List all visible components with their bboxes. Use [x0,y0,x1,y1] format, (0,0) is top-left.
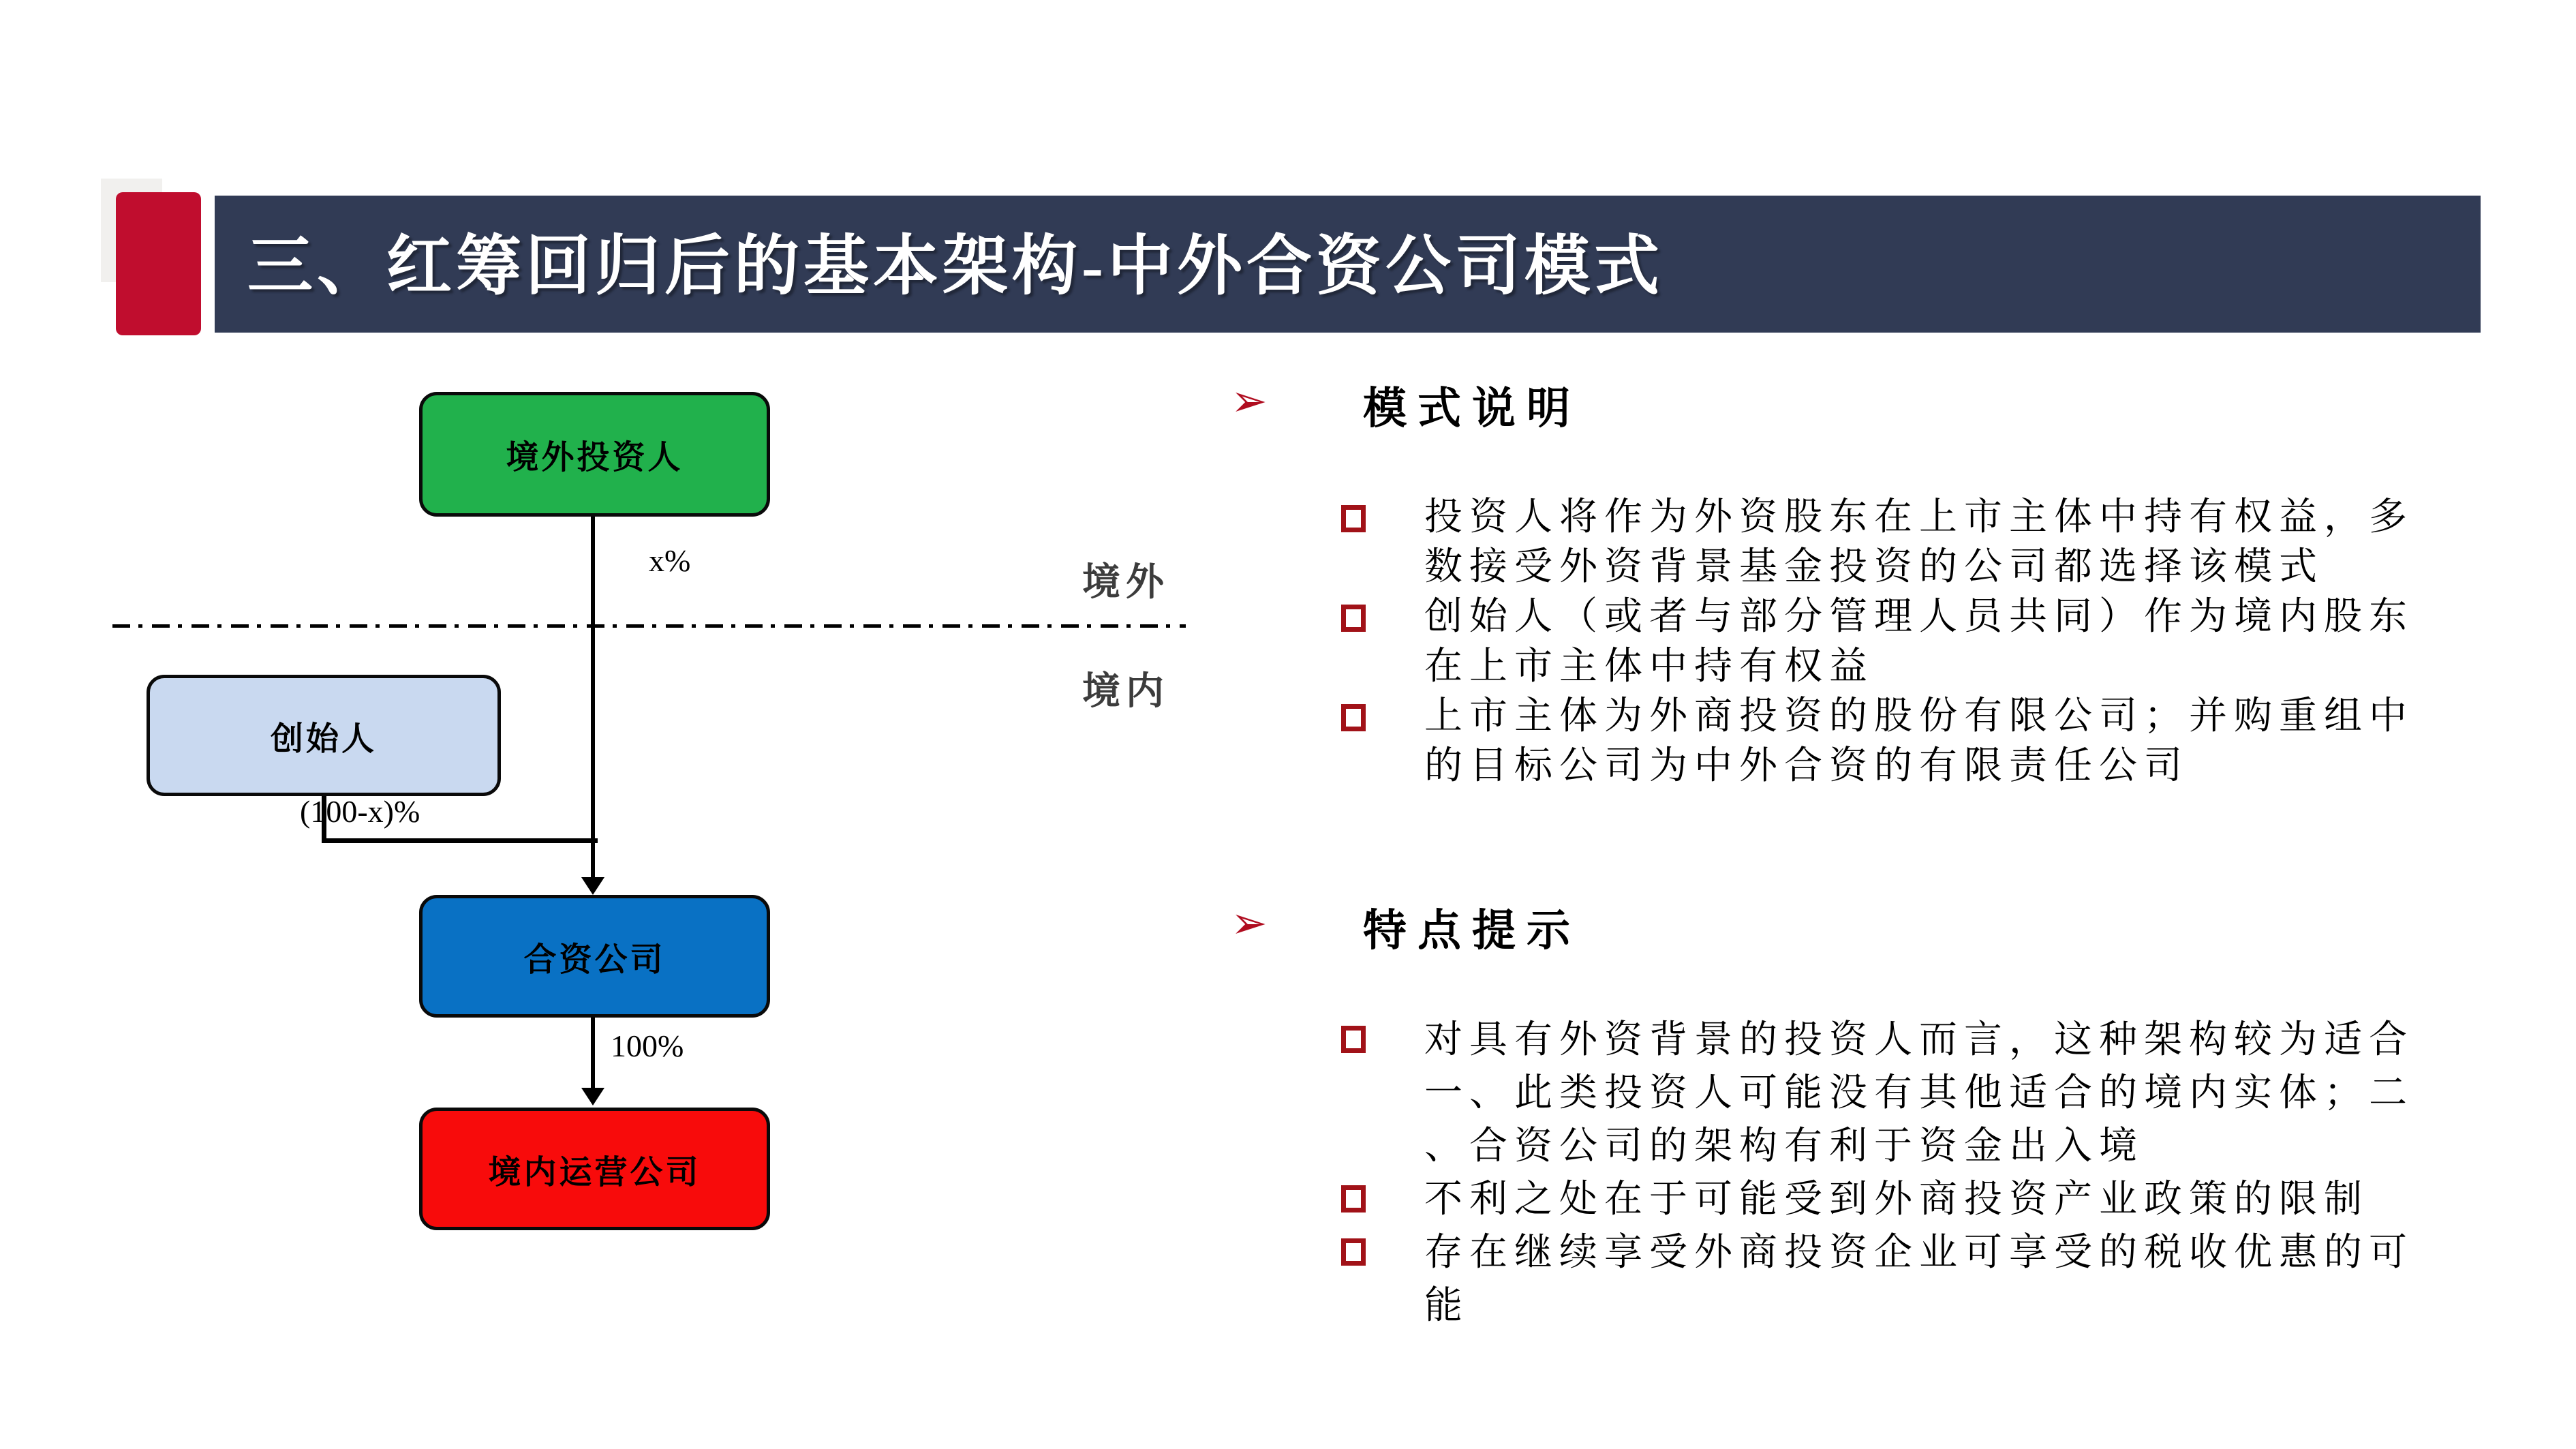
node-domestic-operating-label: 境内运营公司 [488,1154,701,1191]
section-arrow-icon: ➢ [1231,898,1268,949]
node-overseas-investor [419,392,770,517]
square-bullet-icon [1341,1185,1366,1212]
square-bullet-icon [1341,505,1366,532]
node-domestic-operating [419,1108,770,1230]
section-heading-model: 模式说明 [1363,384,1581,433]
square-bullet-icon [1341,605,1366,632]
region-label-onshore: 境内 [1082,671,1169,713]
section-model-bullets [1341,493,2513,791]
bullet-text [1424,1173,2369,1226]
page-title: 三、红筹回归后的基本架构-中外合资公司模式 [247,229,1663,303]
node-overseas-investor-label: 境外投资人 [506,440,684,476]
edge-label-investor-stake: x% [649,543,691,578]
arrowhead-into-operating [581,1088,604,1105]
bullet-line: 投资人将作为外资股东在上市主体中持有权益，多 [1424,496,2414,538]
bullet-item [1341,1226,2513,1332]
bullet-line: 一、此类投资人可能没有其他适合的境内实体；二 [1424,1072,2414,1114]
node-joint-venture [419,895,770,1018]
edge-investor-to-jv-line [591,517,595,878]
arrowhead-into-jv [581,877,604,895]
bullet-item [1341,493,2513,592]
bullet-line: 数接受外资背景基金投资的公司都选择该模式 [1424,546,2324,588]
bullet-text [1424,493,2414,592]
bullet-line: 存在继续享受外商投资企业可享受的税收优惠的可 [1424,1232,2414,1274]
region-label-offshore: 境外 [1082,562,1169,604]
section-arrow-icon: ➢ [1231,376,1268,427]
bullet-line: 在上市主体中持有权益 [1424,645,1874,688]
bullet-text [1424,692,2414,791]
offshore-onshore-divider [112,624,1186,628]
edge-founder-elbow-horizontal [322,838,598,843]
square-bullet-icon [1341,1026,1366,1053]
bullet-item [1341,692,2513,791]
edge-label-founder-stake: (100-x)% [300,794,420,829]
square-bullet-icon [1341,704,1366,731]
bullet-line: 对具有外资背景的投资人而言，这种架构较为适合 [1424,1019,2414,1061]
square-bullet-icon [1341,1238,1366,1266]
section-heading-features: 特点提示 [1363,906,1581,955]
bullet-text [1424,1013,2414,1173]
bullet-line: 上市主体为外商投资的股份有限公司；并购重组中 [1424,695,2414,737]
node-joint-venture-label: 合资公司 [523,941,666,978]
bullet-text [1424,592,2414,692]
edge-jv-to-operating-line [591,1018,595,1088]
bullet-item [1341,1173,2513,1226]
title-bar [215,196,2481,333]
bullet-line: 的目标公司为中外合资的有限责任公司 [1424,745,2189,787]
bullet-line: 、合资公司的架构有利于资金出入境 [1424,1125,2144,1168]
node-founder [147,675,501,796]
bullet-text [1424,1226,2414,1332]
edge-label-jv-stake: 100% [611,1028,684,1063]
title-deco-red-rect [116,192,201,335]
bullet-item [1341,592,2513,692]
bullet-line: 能 [1424,1285,1469,1327]
bullet-item [1341,1013,2513,1173]
bullet-line: 不利之处在于可能受到外商投资产业政策的限制 [1424,1178,2369,1221]
node-founder-label: 创始人 [270,720,377,757]
bullet-line: 创始人（或者与部分管理人员共同）作为境内股东 [1424,596,2414,638]
section-features-bullets [1341,1013,2513,1332]
